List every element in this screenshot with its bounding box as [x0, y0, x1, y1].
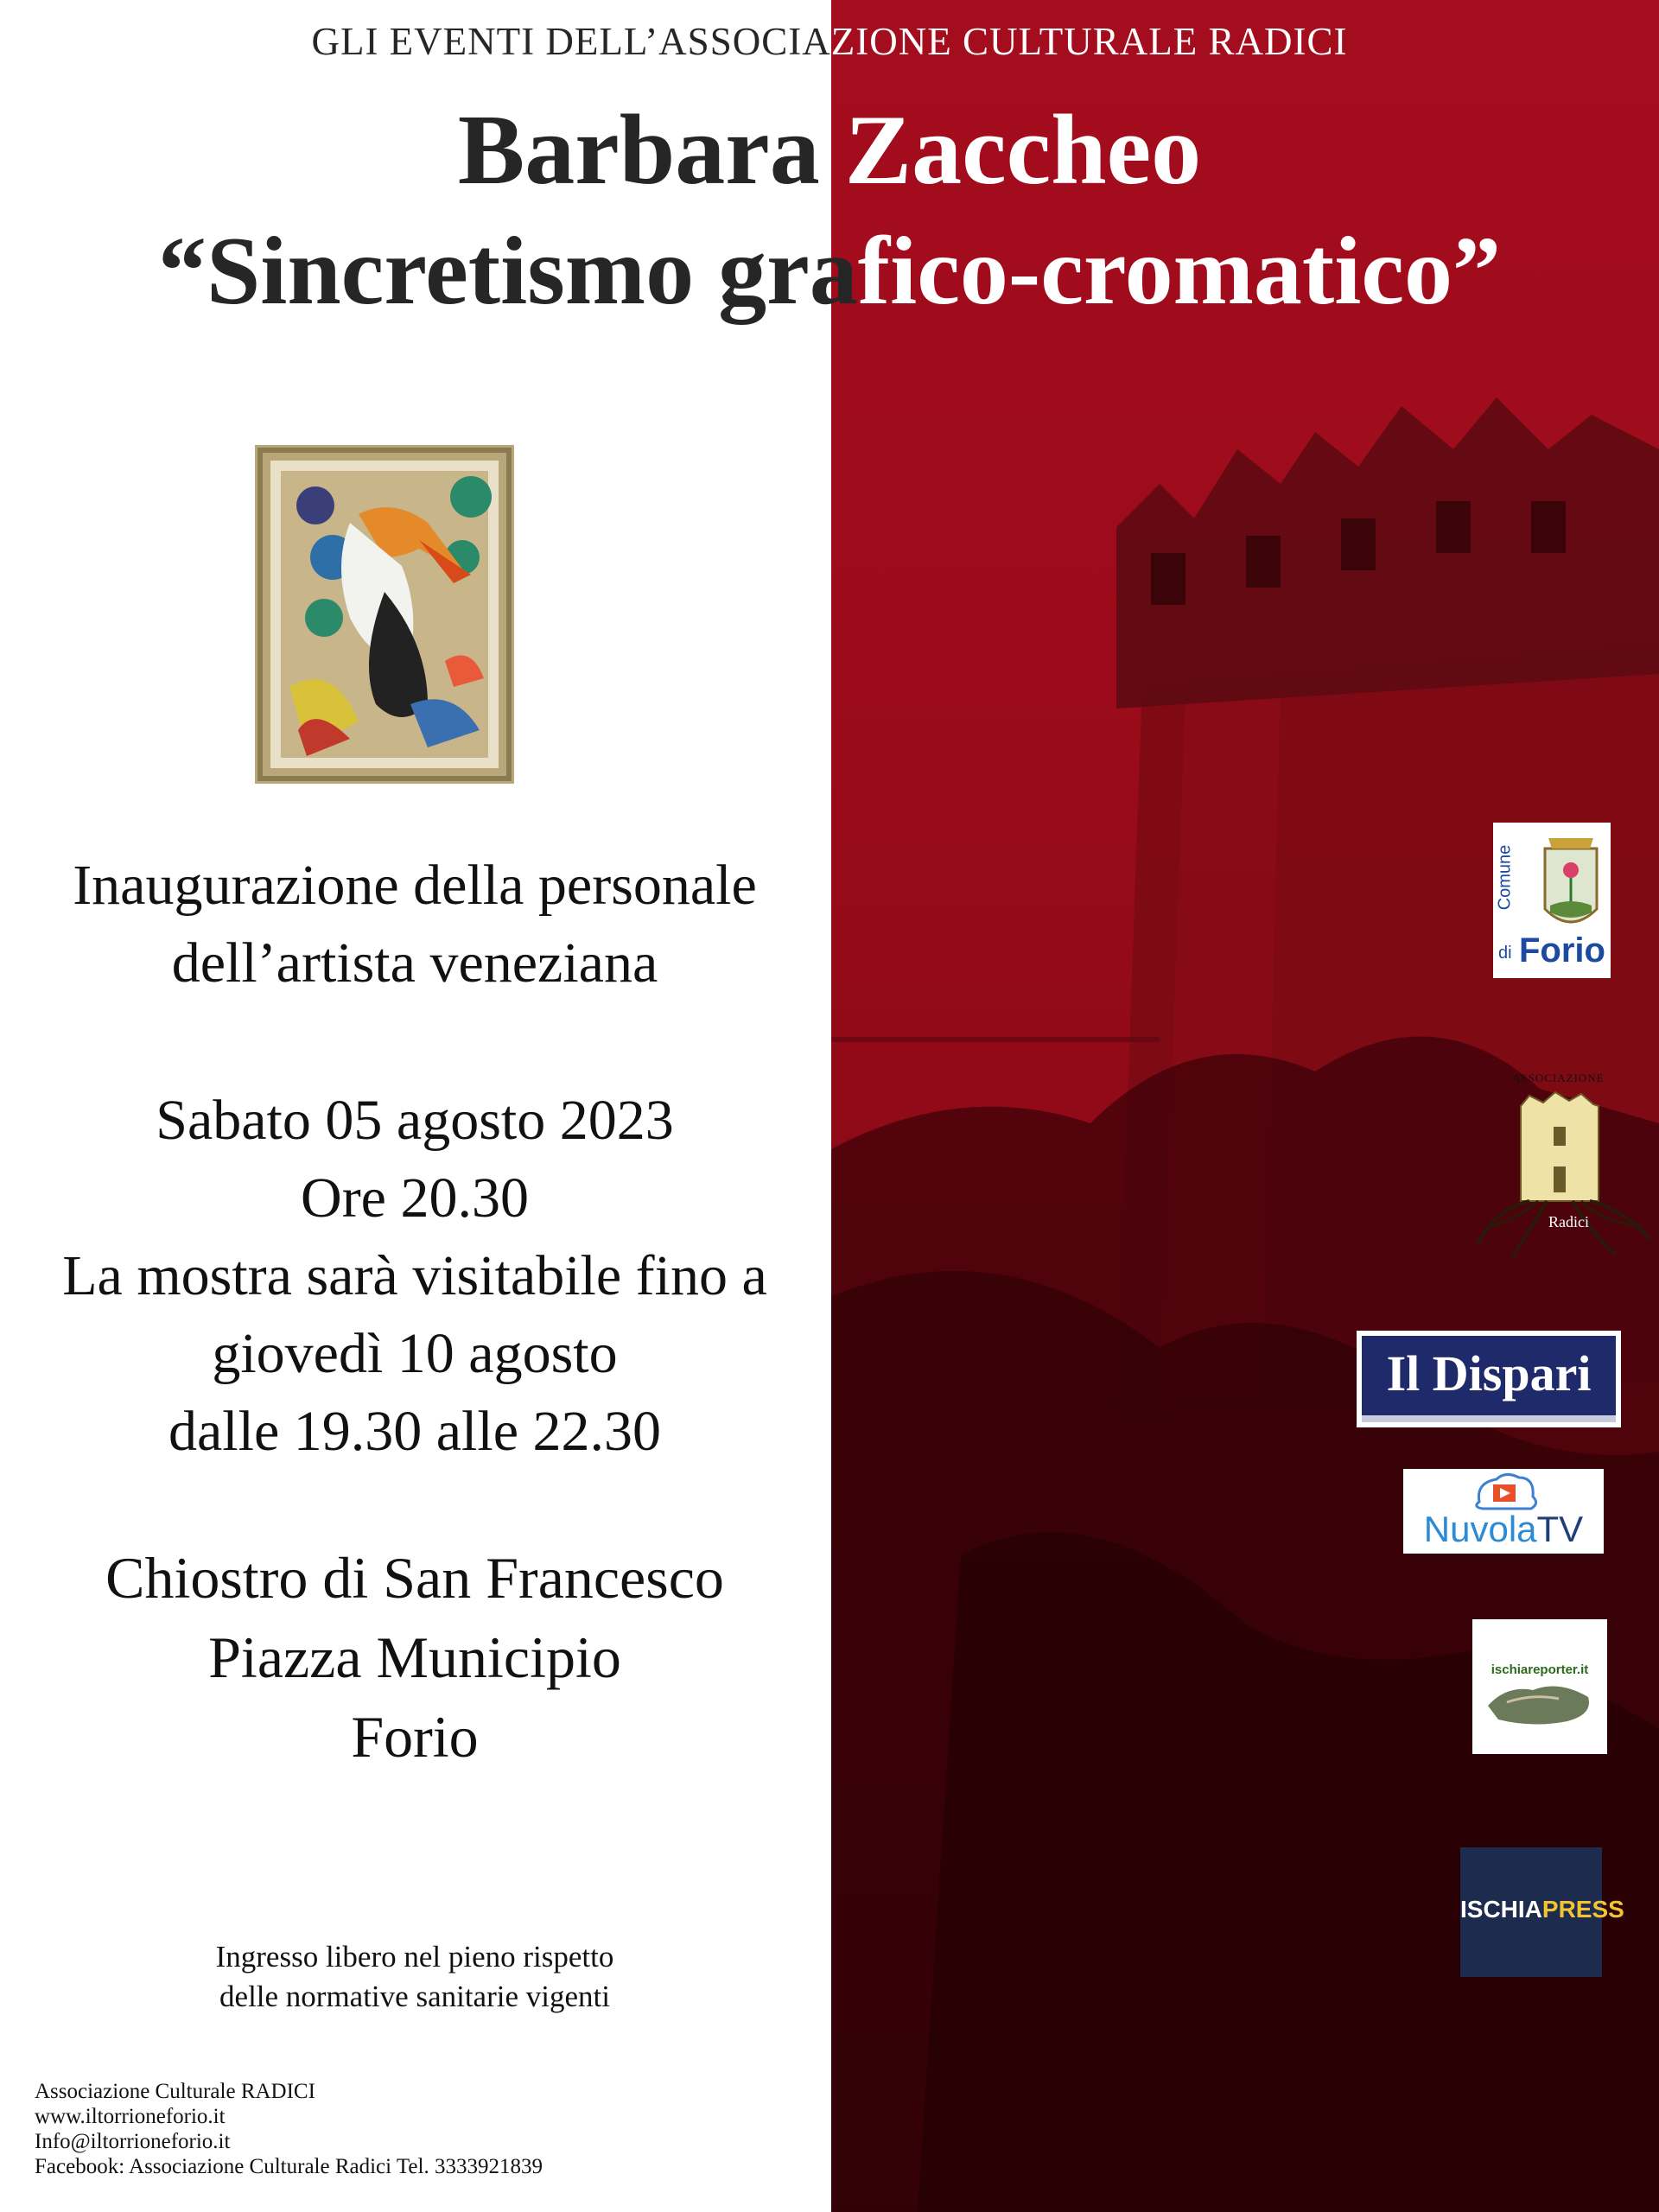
island-map-icon	[1472, 1619, 1607, 1754]
comune-forio: Forio	[1519, 931, 1605, 969]
artist-name	[0, 93, 1659, 208]
toucan-painting	[255, 445, 514, 784]
venue-line: Forio	[351, 1704, 479, 1770]
exhibition-title-left: “Sincretismo gra	[157, 218, 858, 325]
exhibition-title-right: fico-cromatico”	[857, 218, 1502, 325]
footer-line: Facebook: Associazione Culturale Radici Tel. 3333921839	[35, 2155, 543, 2178]
footer-line: Associazione Culturale RADICI	[35, 2080, 315, 2103]
assoc-top-text: ASSOCIAZIONE	[1512, 1071, 1605, 1084]
event-series-heading	[0, 19, 1659, 64]
assoc-bottom-text: Radici	[1548, 1213, 1589, 1230]
intro-line: dell’artista veneziana	[171, 931, 658, 995]
end-date-line: giovedì 10 agosto	[212, 1322, 618, 1385]
ischia-press-logo	[1460, 1847, 1624, 1977]
notice-line: Ingresso libero nel pieno rispetto	[215, 1940, 614, 1974]
il-dispari-logo	[1357, 1331, 1621, 1427]
event-series-heading-left: GLI EVENTI DELL’ASSOCIA	[311, 20, 831, 63]
tower-roots-icon	[1469, 1071, 1659, 1262]
nuvolatv-logo	[1403, 1469, 1604, 1554]
notice-line: delle normative sanitarie vigenti	[219, 1980, 610, 2013]
venue-line: Chiostro di San Francesco	[105, 1545, 724, 1611]
footer-line: www.iltorrioneforio.it	[35, 2105, 226, 2128]
artist-name-right: Zaccheo	[844, 95, 1202, 206]
exhibition-title	[0, 216, 1659, 327]
date-line: Sabato 05 agosto 2023	[156, 1089, 674, 1152]
contact-footer	[35, 2079, 543, 2179]
comune-word: Comune	[1495, 844, 1515, 911]
ischia-press-name: ISCHIAPRESS	[1460, 1896, 1624, 1923]
intro-line: Inaugurazione della personale	[73, 854, 757, 917]
ischia-reporter-logo	[1472, 1619, 1607, 1754]
comune-di-forio-logo	[1493, 823, 1611, 978]
hours-line: dalle 19.30 alle 22.30	[168, 1400, 662, 1463]
nuvolatv-name: NuvolaTV	[1423, 1509, 1584, 1549]
associazione-radici-logo	[1469, 1071, 1659, 1262]
footer-line: Info@iltorrioneforio.it	[35, 2130, 231, 2153]
dispari-name: Il Dispari	[1386, 1345, 1592, 1402]
entry-notice	[0, 1937, 830, 2017]
time-line: Ore 20.30	[301, 1166, 529, 1230]
venue-text	[0, 1538, 830, 1777]
comune-di: di	[1498, 944, 1512, 963]
event-series-heading-right: ZIONE CULTURALE RADICI	[830, 20, 1348, 63]
schedule-text	[0, 1082, 830, 1471]
intro-text	[0, 847, 830, 1002]
artist-name-left: Barbara	[457, 95, 845, 206]
venue-line: Piazza Municipio	[208, 1624, 621, 1690]
ischia-reporter-name: ischiareporter.it	[1491, 1662, 1589, 1677]
visit-line: La mostra sarà visitabile fino a	[62, 1244, 767, 1307]
